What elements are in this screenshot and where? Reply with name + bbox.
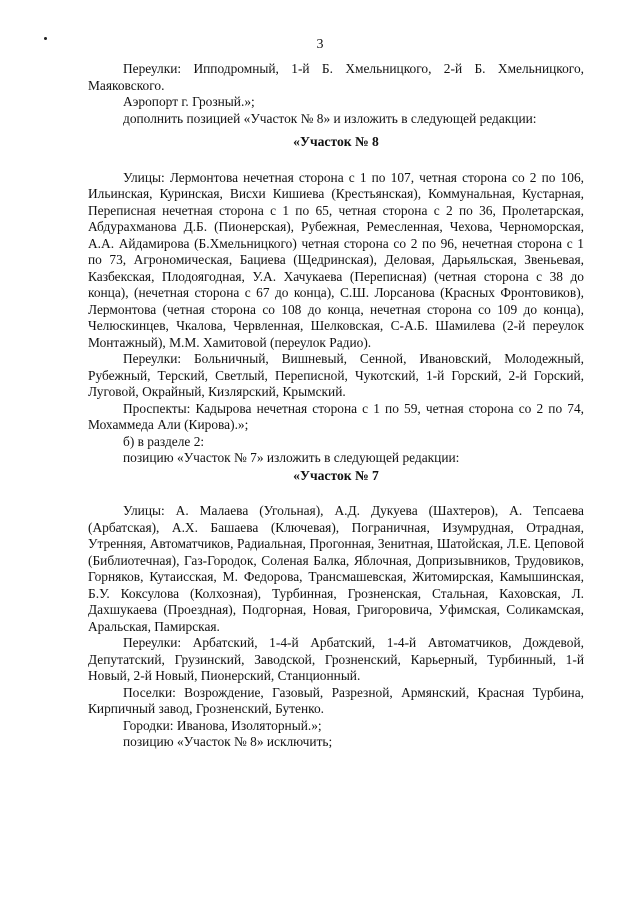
paragraph-closing: позицию «Участок № 8» исключить; [123, 734, 333, 749]
section-7-settlements: Поселки: Возрождение, Газовый, Разрезной, Армянский, Красная Турбина, Кирпичный завод, Грозненский, Бутенко. [88, 684, 584, 716]
section-8-lanes: Переулки: Больничный, Вишневый, Сенной, Ивановский, Молодежный, Рубежный, Терский, Светлый, Переписной, Чукотский, 1-й Горский, 2-й Горский, Луговой, Окрайный, Кизлярский, Крымский. [88, 351, 584, 399]
document-body [88, 61, 584, 751]
section-7-towns: Городки: Иванова, Изоляторный.»; [123, 717, 322, 733]
page-number: 3 [316, 37, 324, 52]
paragraph-add-position: дополнить позицией «Участок № 8» и изложить в следующей редакции: [123, 110, 537, 126]
paragraph-lanes-intro: Переулки: Ипподромный, 1-й Б. Хмельницкого, 2-й Б. Хмельницкого, Маяковского. [88, 61, 584, 93]
section-2-intro: б) в разделе 2: [123, 433, 205, 449]
section-8-streets: Улицы: Лермонтова нечетная сторона с 1 по 107, четная сторона со 2 по 106, Ильинская, Куринская, Висхи Кишиева (Крестьянская), Коммунальная, Кустарная, Переписная нечетная сторона с 1 по 65, четная сторона с 2 по 36, Пролетарская, Абдурахманова Д.Б. (Пионерская), Рубежная, Ремесленная, Чехова, Черноморская, А.А. Айдамирова (Б.Хмельницкого) четная сторона со 2 по 96, нечетная сторона с 1 по 73, Агрономическая, Бациева (Щедринская), Деловая, Дарьяльская, Звеньевая, Казбекская, Плодоягодная, У.А. Хачукаева (Переписная) (четная сторона с 38 до конца), (нечетная сторона с 67 до конца), С.Ш. Лорсанова (Красных Фронтовиков), Лермонтова (четная сторона со 108 до конца, нечетная сторона со 109 до конца), Челюскинцев, Чкалова, Червленная, Шелковская, С-А.Б. Шамилева (2-й переулок Монтажный), М.М. Хамитовой (переулок Радио). [88, 169, 584, 350]
section-7-streets: Улицы: А. Малаева (Угольная), А.Д. Дукуева (Шахтеров), А. Тепсаева (Арбатская), А.Х. Башаева (Ключевая), Пограничная, Изумрудная, Отрадная, Утренняя, Автоматчиков, Радиальная, Прогонная, Зенитная, Шатойская, Л.Е. Цеповой (Библиотечная), Газ-Городок, Соленая Балка, Яблочная, Допризывников, Трудовиков, Горняков, Кутаисская, М. Федорова, Трансмашевская, Житомирская, Камышинская, Б.У. Коксулова (Колхозная), Турбинная, Грозненская, Стальная, Каховская, Л. Дахшукаева (Проездная), Подгорная, Новая, Григоровича, Уфимская, Соликамская, Аральская, Памирская. [88, 503, 584, 634]
section-7-heading: «Участок № 7 [293, 467, 379, 483]
paragraph-airport: Аэропорт г. Грозный.»; [123, 94, 255, 109]
section-8-heading: «Участок № 8 [293, 134, 379, 149]
section-8-avenues: Проспекты: Кадырова нечетная сторона с 1 по 59, четная сторона со 2 по 74, Мохаммеда Али (Кирова).»; [88, 400, 584, 432]
section-7-lanes: Переулки: Арбатский, 1-4-й Арбатский, 1-4-й Автоматчиков, Дождевой, Депутатский, Грузинский, Заводской, Грозненский, Карьерный, Турбинный, 1-й Новый, 2-й Новый, Пионерский, Станционный. [88, 635, 584, 683]
section-7-intro: позицию «Участок № 7» изложить в следующей редакции: [123, 450, 460, 465]
